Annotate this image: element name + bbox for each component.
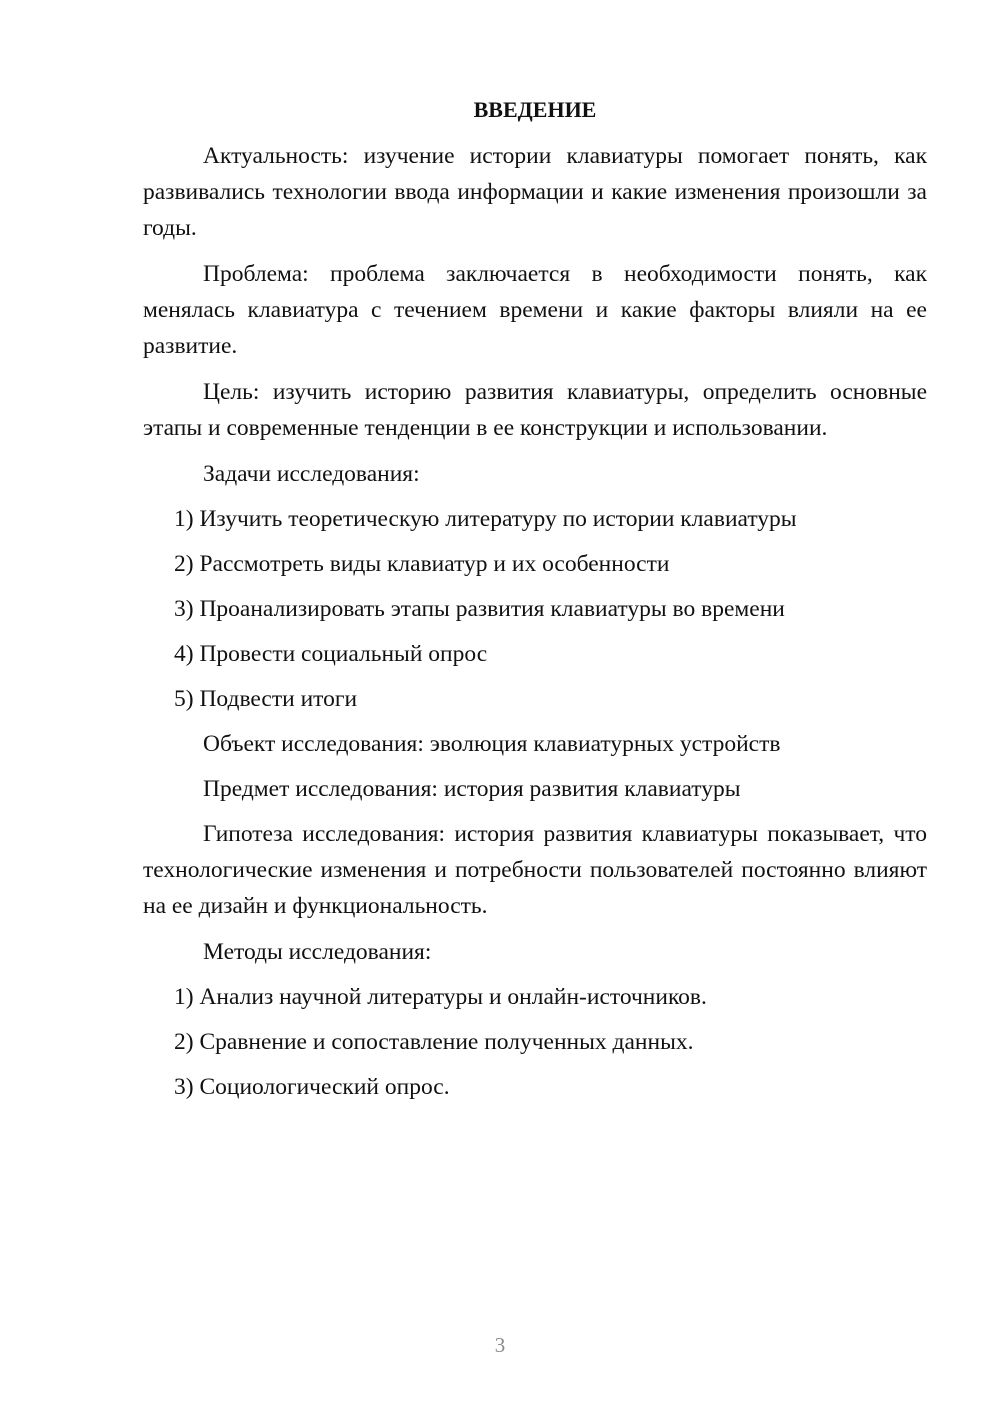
document-body (143, 92, 927, 1114)
methods-heading: Методы исследования: (203, 939, 432, 965)
research-subject: Предмет исследования: история развития клавиатуры (203, 776, 741, 802)
task-item: 3) Проанализировать этапы развития клавиатуры во времени (174, 596, 785, 622)
goal-paragraph: Цель: изучить историю развития клавиатуры, определить основные этапы и современные тенденции в ее конструкции и использовании. (143, 379, 927, 441)
task-item: 1) Изучить теоретическую литературу по истории клавиатуры (174, 506, 797, 532)
method-item: 2) Сравнение и сопоставление полученных данных. (174, 1029, 694, 1055)
method-item: 1) Анализ научной литературы и онлайн-источников. (174, 984, 707, 1010)
research-object: Объект исследования: эволюция клавиатурных устройств (203, 731, 781, 757)
problem-paragraph: Проблема: проблема заключается в необходимости понять, как менялась клавиатура с течением времени и какие факторы влияли на ее развитие. (143, 261, 927, 359)
method-item: 3) Социологический опрос. (174, 1074, 450, 1100)
task-item: 5) Подвести итоги (174, 686, 358, 712)
tasks-heading: Задачи исследования: (203, 461, 420, 487)
page-number: 3 (494, 1333, 506, 1357)
page-title: ВВЕДЕНИЕ (473, 97, 597, 122)
hypothesis-paragraph: Гипотеза исследования: история развития клавиатуры показывает, что технологические изменения и потребности пользователей постоянно влияют на ее дизайн и функциональность. (143, 821, 927, 919)
task-item: 4) Провести социальный опрос (174, 641, 488, 667)
relevance-paragraph: Актуальность: изучение истории клавиатуры помогает понять, как развивались технологии ввода информации и какие изменения произошли за годы. (143, 143, 927, 241)
task-item: 2) Рассмотреть виды клавиатур и их особенности (174, 551, 670, 577)
